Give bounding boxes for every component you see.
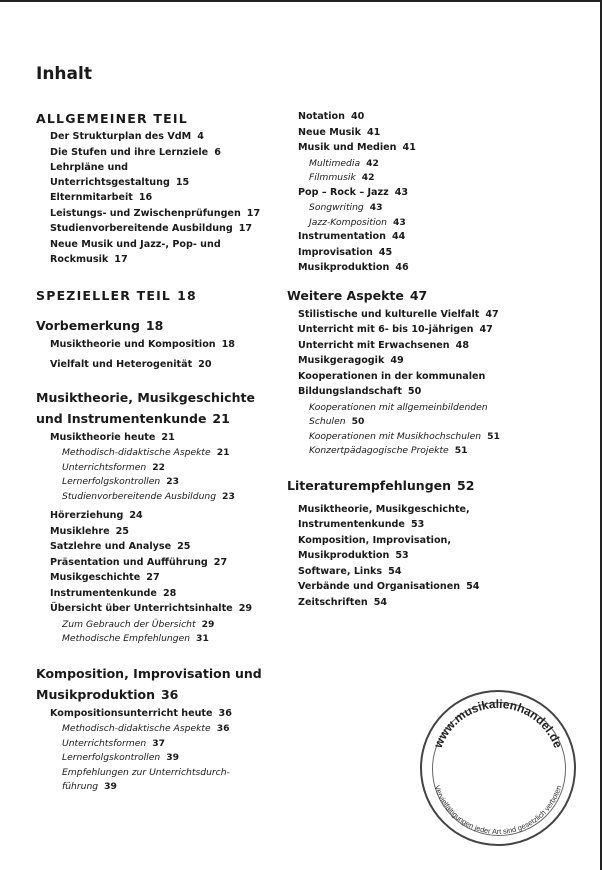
toc-entry [36, 222, 268, 237]
entry-text: Verbände und Organisationen [298, 581, 461, 592]
toc-subentry [287, 201, 527, 216]
entry-text: Lernerfolgskontrollen [62, 752, 161, 763]
page-number: 47 [485, 308, 499, 320]
toc-entry [36, 540, 268, 555]
toc-entry [36, 207, 268, 222]
toc-entry [287, 518, 527, 533]
page-number: 29 [238, 603, 253, 614]
entry-text: Software, Links [298, 565, 383, 577]
page-number: 17 [246, 207, 261, 219]
page-number: 48 [455, 339, 469, 351]
page-number: 53 [410, 519, 425, 530]
toc-entry [36, 161, 268, 190]
toc-entry [287, 549, 527, 564]
toc-entry [287, 141, 527, 156]
entry-text: Empfehlungen zur Unterrichtsdurch- [62, 766, 230, 778]
page-number: 25 [115, 525, 129, 537]
toc-subentry [36, 618, 268, 633]
toc-entry [287, 503, 527, 518]
page-number: 44 [391, 231, 406, 242]
page-number: 6 [214, 146, 221, 158]
toc-entry [36, 253, 268, 268]
toc-entry [36, 509, 268, 524]
toc-entry [36, 238, 268, 253]
page-number: 22 [152, 461, 166, 473]
entry-text: Filmmusik [309, 172, 356, 183]
entry-text: Musiklehre [50, 525, 110, 537]
toc-entry [287, 534, 527, 549]
page-number: 36 [160, 686, 179, 702]
page-number: 42 [366, 157, 379, 169]
entry-text: Hörerziehung [50, 510, 124, 521]
entry-text: Pop – Rock – Jazz [298, 186, 389, 198]
entry-text: Musikproduktion [298, 550, 390, 561]
entry-text: Die Stufen und ihre Lernziele [50, 146, 209, 158]
page-number: 21 [216, 447, 230, 458]
entry-text: Stilistische und kulturelle Vielfalt [298, 308, 480, 320]
toc-right-column [287, 110, 527, 611]
svg-text:www.musikalienhandel.de: www.musikalienhandel.de [430, 696, 566, 750]
entry-text: Elternmitarbeit [50, 192, 133, 203]
page-number: 41 [366, 126, 381, 138]
entry-text: Multimedia [309, 157, 361, 169]
page-border-top [0, 0, 602, 2]
entry-text: Methodische Empfehlungen [62, 633, 191, 644]
page-title: Inhalt [36, 64, 92, 84]
toc-entry [287, 126, 527, 141]
page-number: 17 [114, 254, 128, 265]
toc-subentry [287, 401, 527, 416]
entry-text: Musikgeragogik [298, 355, 385, 366]
entry-text: Rockmusik [50, 254, 109, 265]
entry-text: SPEZIELLER TEIL [36, 287, 172, 303]
entry-text: Studienvorbereitende Ausbildung [62, 490, 217, 502]
entry-text: Literaturempfehlungen [287, 477, 452, 493]
entry-text: Übersicht über Unterrichtsinhalte [50, 603, 233, 614]
page-number: 31 [196, 633, 209, 644]
page-number: 15 [175, 176, 190, 188]
toc-subentry [36, 751, 268, 766]
page-number: 39 [104, 781, 117, 792]
page-number: 47 [409, 287, 428, 303]
page-number: 39 [166, 752, 179, 763]
entry-text: Jazz-Komposition [309, 216, 387, 228]
toc-entry [287, 354, 527, 369]
entry-text: Leistungs- und Zwischenprüfungen [50, 207, 241, 219]
toc-entry [36, 191, 268, 206]
toc-entry [36, 587, 268, 602]
toc-subentry [287, 444, 527, 459]
watermark-stamp-text [420, 690, 576, 846]
page-number: 23 [222, 490, 235, 502]
entry-text: Studienvorbereitende Ausbildung [50, 223, 233, 234]
page-number: 36 [218, 707, 232, 719]
page-number: 45 [378, 246, 393, 258]
toc-subentry [36, 446, 268, 461]
entry-text: Instrumentation [298, 231, 386, 242]
toc-entry [36, 556, 268, 571]
page-number: 23 [166, 476, 179, 487]
section-heading-weitere [287, 287, 527, 304]
entry-text: Bildungslandschaft [298, 386, 402, 397]
entry-text: Methodisch-didaktische Aspekte [62, 723, 211, 734]
page-number: 51 [487, 430, 500, 442]
section-heading-speziell [36, 287, 268, 304]
entry-text: Unterrichtsformen [62, 737, 147, 749]
toc-entry [36, 707, 268, 722]
page-number: 18 [221, 338, 235, 350]
toc-entry [287, 565, 527, 580]
entry-text: Musikgeschichte [50, 572, 141, 583]
entry-text: Komposition, Improvisation, [298, 534, 452, 546]
page-number: 43 [392, 216, 406, 228]
page-number: 51 [454, 445, 468, 456]
toc-subentry [287, 171, 527, 186]
toc-subentry [36, 475, 268, 490]
entry-text: Weitere Aspekte [287, 287, 404, 303]
entry-text: führung [62, 781, 99, 792]
page-number: 4 [197, 131, 204, 142]
entry-text: Präsentation und Aufführung [50, 556, 208, 568]
section-heading-komposition-cont [36, 686, 268, 703]
page-number: 52 [457, 477, 475, 493]
toc-entry [287, 323, 527, 338]
page-number: 21 [161, 431, 175, 443]
entry-text: Methodisch-didaktische Aspekte [62, 447, 211, 458]
page-number: 28 [162, 587, 177, 599]
section-heading-komposition [36, 665, 268, 682]
toc-entry [287, 186, 527, 201]
page-number: 18 [145, 317, 164, 333]
toc-subentry [287, 415, 527, 430]
page-number: 16 [138, 192, 153, 203]
toc-entry [36, 571, 268, 586]
page-number: 41 [402, 142, 416, 153]
section-heading-musiktheorie [36, 389, 268, 406]
toc-subentry [287, 216, 527, 231]
entry-text: Musiktheorie und Komposition [50, 338, 216, 350]
entry-text: Kooperationen in der kommunalen [298, 370, 486, 382]
entry-text: Lehrpläne und Unterrichtsgestaltung [50, 162, 170, 188]
entry-text: Improvisation [298, 246, 373, 258]
page-number: 40 [350, 111, 365, 122]
page-number: 27 [213, 556, 228, 568]
page-number: 27 [146, 572, 160, 583]
toc-entry [287, 385, 527, 400]
page-number: 18 [177, 287, 197, 303]
entry-text: ALLGEMEINER TEIL [36, 111, 188, 126]
entry-text: Zeitschriften [298, 596, 368, 608]
section-heading-vorbemerkung [36, 317, 268, 334]
page-number: 46 [395, 262, 409, 273]
toc-subentry [36, 737, 268, 752]
entry-text: Vielfalt und Heterogenität [50, 359, 193, 370]
entry-text: Unterricht mit Erwachsenen [298, 339, 450, 351]
toc-entry [287, 110, 527, 125]
page-number: 21 [212, 410, 230, 426]
entry-text: Satzlehre und Analyse [50, 541, 172, 552]
entry-text: Kompositionsunterricht heute [50, 707, 213, 719]
entry-text: Musiktheorie heute [50, 431, 156, 443]
page-number: 43 [394, 186, 409, 198]
page-number: 54 [466, 581, 480, 592]
page-number: 17 [238, 223, 253, 234]
entry-text: Musiktheorie, Musikgeschichte, [298, 503, 470, 515]
entry-text: Zum Gebrauch der Übersicht [62, 618, 196, 630]
toc-subentry [36, 490, 268, 505]
entry-text: Notation [298, 111, 345, 122]
page-number: 54 [373, 596, 388, 608]
toc-subentry [36, 632, 268, 647]
toc-entry [287, 370, 527, 385]
entry-text: Schulen [309, 416, 346, 427]
section-heading-allgemein [36, 110, 268, 127]
svg-text:Vervielfältigungen jeder Art s: Vervielfältigungen jeder Art sind gesetzlich verboten [432, 784, 564, 837]
entry-text: Unterricht mit 6- bis 10-jährigen [298, 324, 474, 335]
page-number: 43 [369, 202, 383, 213]
page-number: 42 [361, 172, 375, 183]
page-number: 29 [201, 618, 215, 630]
page-number: 50 [351, 416, 365, 427]
page-number: 53 [395, 550, 409, 561]
toc-subentry [36, 722, 268, 737]
entry-text: Neue Musik [298, 126, 361, 138]
entry-text: und Instrumentenkunde [36, 410, 207, 426]
toc-subentry [36, 766, 268, 781]
toc-entry [287, 230, 527, 245]
toc-left-column [36, 110, 268, 795]
page-number: 20 [198, 359, 212, 370]
page-number: 36 [216, 723, 230, 734]
toc-entry [36, 146, 268, 161]
toc-entry [36, 602, 268, 617]
entry-text: Kooperationen mit Musikhochschulen [309, 430, 482, 442]
toc-subentry [287, 157, 527, 172]
section-heading-literatur [287, 477, 527, 494]
toc-entry [36, 338, 268, 353]
toc-entry [287, 339, 527, 354]
toc-entry [287, 596, 527, 611]
page-number: 37 [152, 737, 166, 749]
toc-entry [287, 261, 527, 276]
toc-entry [287, 308, 527, 323]
entry-text: Musikproduktion [298, 262, 390, 273]
entry-text: Komposition, Improvisation und [36, 665, 262, 681]
entry-text: Vorbemerkung [36, 317, 140, 333]
entry-text: Musikproduktion [36, 686, 155, 702]
toc-entry [287, 580, 527, 595]
page-number: 24 [129, 510, 143, 521]
page-number: 47 [479, 324, 493, 335]
entry-text: Der Strukturplan des VdM [50, 131, 192, 142]
watermark-stamp [420, 690, 576, 846]
toc-subentry [36, 780, 268, 795]
page-number: 54 [388, 565, 402, 577]
entry-text: Musiktheorie, Musikgeschichte [36, 389, 255, 405]
entry-text: Instrumentenkunde [298, 519, 405, 530]
entry-text: Neue Musik und Jazz-, Pop- und [50, 238, 221, 250]
entry-text: Konzertpädagogische Projekte [309, 445, 449, 456]
entry-text: Lernerfolgskontrollen [62, 476, 161, 487]
toc-entry [36, 431, 268, 446]
page-number: 25 [177, 541, 191, 552]
page-number: 49 [390, 355, 404, 366]
toc-entry [36, 130, 268, 145]
toc-entry [287, 246, 527, 261]
toc-entry [36, 358, 268, 373]
entry-text: Kooperationen mit allgemeinbildenden [309, 401, 488, 413]
entry-text: Songwriting [309, 202, 364, 213]
entry-text: Instrumentenkunde [50, 587, 157, 599]
entry-text: Unterrichtsformen [62, 461, 147, 473]
toc-subentry [287, 430, 527, 445]
page-number: 50 [407, 386, 422, 397]
toc-entry [36, 525, 268, 540]
entry-text: Musik und Medien [298, 142, 397, 153]
toc-subentry [36, 461, 268, 476]
section-heading-musiktheorie-cont [36, 410, 268, 427]
